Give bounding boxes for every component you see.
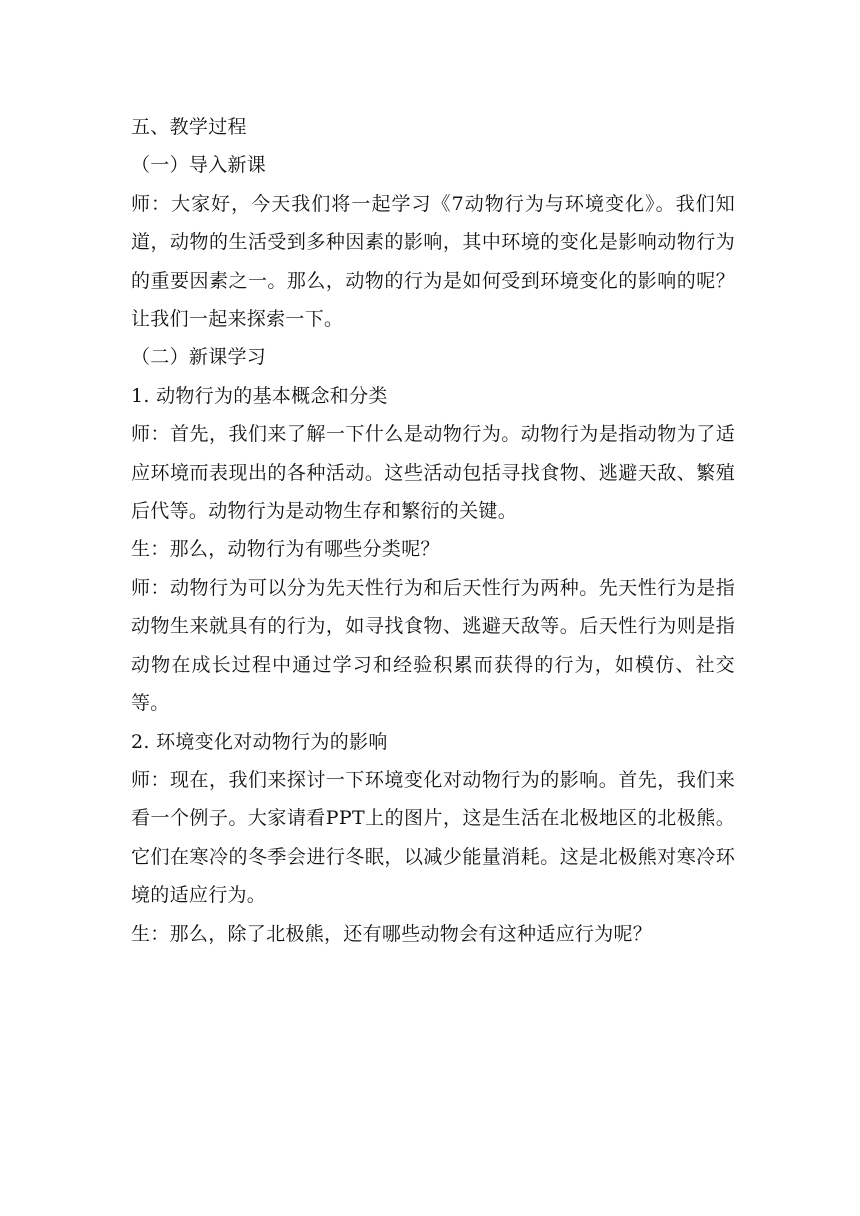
subsection-title-intro: （一）导入新课 xyxy=(131,154,267,177)
paragraph-polar-bear: 师：现在，我们来探讨一下环境变化对动物行为的影响。首先，我们来看一个例子。大家请看PPT上的图片，这是生活在北极地区的北极熊。它们在寒冷的冬季会进行冬眠，以减少能量消耗。这是北极熊对寒冷环境的适应行为。 xyxy=(131,768,735,907)
paragraph-concepts: 师：首先，我们来了解一下什么是动物行为。动物行为是指动物为了适应环境而表现出的各种活动。这些活动包括寻找食物、逃避天敌、繁殖后代等。动物行为是动物生存和繁衍的关键。 xyxy=(131,423,735,523)
paragraph-intro: 师：大家好，今天我们将一起学习《7动物行为与环境变化》。我们知道，动物的生活受到多种因素的影响，其中环境的变化是影响动物行为的重要因素之一。那么，动物的行为是如何受到环境变化的影响的呢？让我们一起来探索一下。 xyxy=(131,192,735,331)
paragraph-classification: 师：动物行为可以分为先天性行为和后天性行为两种。先天性行为是指动物生来就具有的行为，如寻找食物、逃避天敌等。后天性行为则是指动物在成长过程中通过学习和经验积累而获得的行为，如模仿、社交等。 xyxy=(131,576,735,715)
paragraph-student-question-2: 生：那么，除了北极熊，还有哪些动物会有这种适应行为呢？ xyxy=(131,922,653,945)
paragraph-student-question-1: 生：那么，动物行为有哪些分类呢？ xyxy=(131,538,440,561)
item-title-concepts: 1. 动物行为的基本概念和分类 xyxy=(131,384,388,407)
section-title: 五、教学过程 xyxy=(131,116,247,138)
item-title-environment: 2. 环境变化对动物行为的影响 xyxy=(131,730,388,753)
document-body xyxy=(131,108,735,953)
subsection-title-new-lesson: （二）新课学习 xyxy=(131,346,267,369)
